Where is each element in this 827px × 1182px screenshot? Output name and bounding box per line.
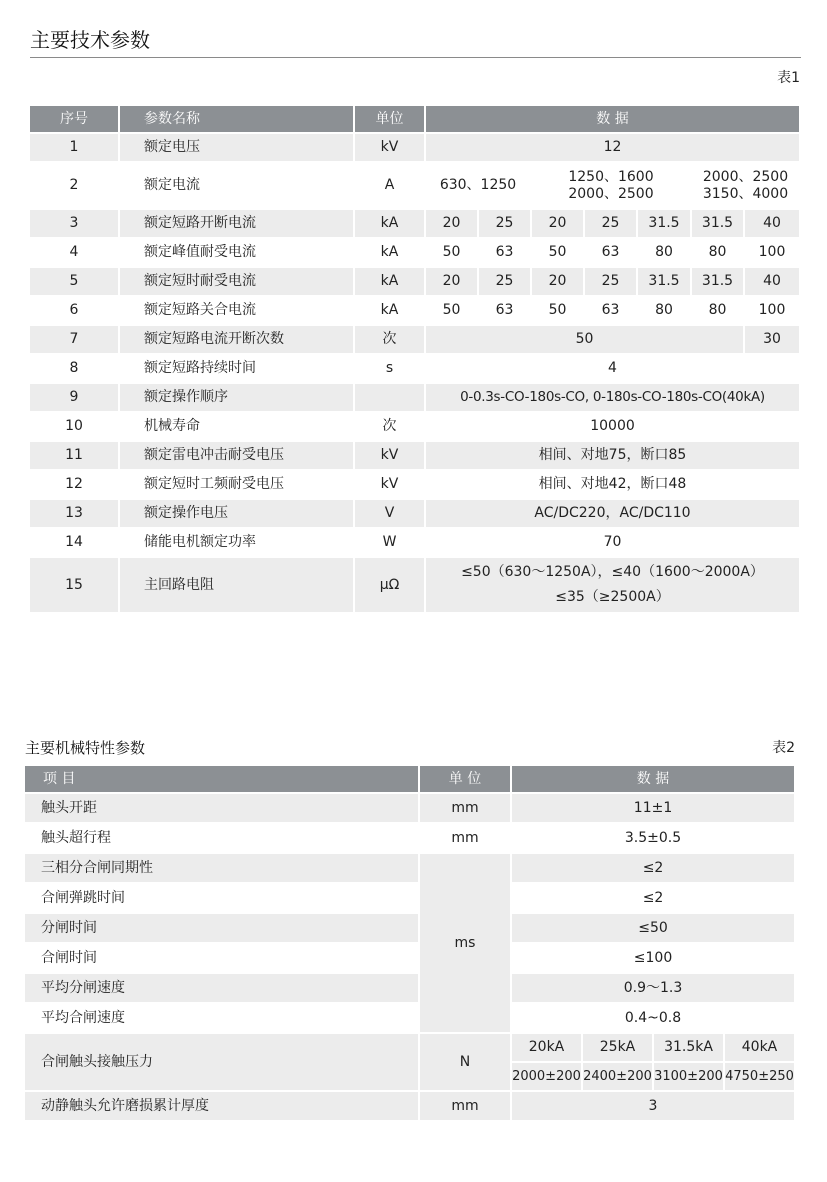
header-item: 项 目	[25, 766, 420, 794]
row-no: 6	[30, 297, 120, 326]
param-value: 31.5	[638, 268, 692, 297]
current-group-3-line-2: 3150、4000	[702, 185, 789, 202]
param-value: 63	[585, 297, 638, 326]
param-value: 20	[532, 210, 585, 239]
table-row	[30, 297, 801, 326]
table-row	[30, 558, 801, 614]
table-row	[25, 914, 796, 944]
table-row	[30, 210, 801, 239]
param-value: 31.5	[638, 210, 692, 239]
table-tag-2: 表2	[772, 740, 795, 756]
table-row	[30, 500, 801, 529]
param-unit: kV	[355, 471, 426, 500]
row-no: 7	[30, 326, 120, 355]
row-no: 11	[30, 442, 120, 471]
current-group-3	[692, 163, 801, 210]
pressure-value: 4750±250	[725, 1063, 796, 1092]
resistance-line-2: ≤35（≥2500A）	[555, 589, 670, 605]
table-row	[30, 268, 801, 297]
row-no: 15	[30, 558, 120, 614]
param-name: 额定雷电冲击耐受电压	[120, 442, 355, 471]
row-no: 9	[30, 384, 120, 413]
mech-param-unit: ms	[420, 854, 512, 1034]
mech-param-name: 合闸弹跳时间	[25, 884, 420, 914]
row-no: 8	[30, 355, 120, 384]
section-title-mech-params: 主要机械特性参数	[25, 739, 146, 757]
param-unit: 次	[355, 413, 426, 442]
mech-param-value: 3.5±0.5	[512, 824, 796, 854]
param-value: 40	[745, 268, 801, 297]
mech-param-value: ≤50	[512, 914, 796, 944]
header-data: 数 据	[426, 106, 801, 134]
param-unit: kA	[355, 297, 426, 326]
param-value: 80	[692, 239, 745, 268]
table-row	[30, 384, 801, 413]
current-group-2-line-2: 2000、2500	[568, 185, 654, 202]
section-title-main-tech-params: 主要技术参数	[30, 28, 150, 52]
param-unit: kA	[355, 268, 426, 297]
mech-param-name: 合闸时间	[25, 944, 420, 974]
param-unit: 次	[355, 326, 426, 355]
param-value: 100	[745, 239, 801, 268]
param-value: 12	[426, 134, 801, 163]
mech-param-name: 三相分合闸同期性	[25, 854, 420, 884]
mech-param-name: 合闸触头接触压力	[25, 1034, 420, 1092]
row-no: 13	[30, 500, 120, 529]
current-group-2	[532, 163, 692, 210]
row-no: 4	[30, 239, 120, 268]
table-tag-1: 表1	[777, 70, 800, 86]
mech-param-name: 平均合闸速度	[25, 1004, 420, 1034]
param-name: 额定操作电压	[120, 500, 355, 529]
param-value: 25	[585, 210, 638, 239]
table-row	[25, 974, 796, 1004]
table-row	[30, 442, 801, 471]
current-group-1: 630、1250	[426, 163, 532, 210]
param-value: 20	[532, 268, 585, 297]
param-unit	[355, 384, 426, 413]
table-row	[30, 529, 801, 558]
param-value: 70	[426, 529, 801, 558]
param-value: 10000	[426, 413, 801, 442]
param-name: 主回路电阻	[120, 558, 355, 614]
table-row	[25, 1034, 796, 1063]
table-header-row	[25, 766, 796, 794]
param-value: 40	[745, 210, 801, 239]
param-value: 63	[585, 239, 638, 268]
param-unit: V	[355, 500, 426, 529]
param-value: 30	[745, 326, 801, 355]
param-value: AC/DC220，AC/DC110	[426, 500, 801, 529]
param-name: 额定短路持续时间	[120, 355, 355, 384]
mech-param-value: ≤2	[512, 884, 796, 914]
pressure-level: 40kA	[725, 1034, 796, 1063]
param-value: 50	[426, 297, 479, 326]
pressure-value: 2000±200	[512, 1063, 583, 1092]
header-unit: 单 位	[420, 766, 512, 794]
param-name: 额定短时工频耐受电压	[120, 471, 355, 500]
table-row	[30, 413, 801, 442]
param-value: 80	[638, 297, 692, 326]
table-row	[30, 326, 801, 355]
param-name: 额定短路关合电流	[120, 297, 355, 326]
param-value: 63	[479, 239, 532, 268]
table-row	[25, 1004, 796, 1034]
mech-param-value: ≤100	[512, 944, 796, 974]
param-unit: kV	[355, 134, 426, 163]
table-row	[30, 163, 801, 210]
pressure-level: 31.5kA	[654, 1034, 725, 1063]
param-name: 额定短路电流开断次数	[120, 326, 355, 355]
param-unit: A	[355, 163, 426, 210]
param-value: 50	[532, 239, 585, 268]
param-value: 100	[745, 297, 801, 326]
mech-param-name: 平均分闸速度	[25, 974, 420, 1004]
mech-param-value: 0.9～1.3	[512, 974, 796, 1004]
row-no: 2	[30, 163, 120, 210]
param-name: 储能电机额定功率	[120, 529, 355, 558]
mech-param-name: 触头超行程	[25, 824, 420, 854]
current-group-2-line-1: 1250、1600	[568, 168, 654, 185]
table-row	[25, 944, 796, 974]
pressure-level: 25kA	[583, 1034, 654, 1063]
mech-param-value: 3	[512, 1092, 796, 1122]
table-row	[25, 1092, 796, 1122]
param-value: 25	[479, 210, 532, 239]
tech-params-table	[30, 106, 801, 614]
param-unit: μΩ	[355, 558, 426, 614]
current-group-3-line-1: 2000、2500	[702, 168, 789, 185]
param-name: 额定电压	[120, 134, 355, 163]
param-unit: kV	[355, 442, 426, 471]
param-unit: kA	[355, 239, 426, 268]
param-value: 相间、对地75，断口85	[426, 442, 801, 471]
table-row	[25, 854, 796, 884]
table-row	[30, 239, 801, 268]
mech-params-table	[25, 766, 796, 1122]
param-unit: W	[355, 529, 426, 558]
param-value: 50	[426, 239, 479, 268]
mech-param-value: 11±1	[512, 794, 796, 824]
mech-param-value: ≤2	[512, 854, 796, 884]
param-name: 额定电流	[120, 163, 355, 210]
mech-param-name: 动静触头允许磨损累计厚度	[25, 1092, 420, 1122]
header-param-name: 参数名称	[120, 106, 355, 134]
param-value: 80	[692, 297, 745, 326]
row-no: 10	[30, 413, 120, 442]
resistance-line-1: ≤50（630～1250A），≤40（1600～2000A）	[461, 564, 764, 580]
param-value: 0-0.3s-CO-180s-CO, 0-180s-CO-180s-CO(40kA)	[426, 384, 801, 413]
mech-param-name: 触头开距	[25, 794, 420, 824]
header-data: 数 据	[512, 766, 796, 794]
mech-param-value: 0.4~0.8	[512, 1004, 796, 1034]
header-no: 序号	[30, 106, 120, 134]
param-value	[426, 558, 801, 614]
table-row	[25, 884, 796, 914]
param-value: 4	[426, 355, 801, 384]
param-value: 50	[532, 297, 585, 326]
row-no: 5	[30, 268, 120, 297]
param-value: 31.5	[692, 210, 745, 239]
param-name: 额定短路开断电流	[120, 210, 355, 239]
mech-param-unit: mm	[420, 1092, 512, 1122]
row-no: 12	[30, 471, 120, 500]
row-no: 3	[30, 210, 120, 239]
param-unit: s	[355, 355, 426, 384]
table-row	[25, 824, 796, 854]
param-value: 31.5	[692, 268, 745, 297]
param-name: 额定操作顺序	[120, 384, 355, 413]
table-header-row	[30, 106, 801, 134]
mech-param-unit: N	[420, 1034, 512, 1092]
param-value: 50	[426, 326, 745, 355]
param-value: 20	[426, 268, 479, 297]
header-unit: 单位	[355, 106, 426, 134]
param-name: 机械寿命	[120, 413, 355, 442]
param-value: 25	[479, 268, 532, 297]
row-no: 14	[30, 529, 120, 558]
param-value: 25	[585, 268, 638, 297]
param-value: 20	[426, 210, 479, 239]
param-name: 额定短时耐受电流	[120, 268, 355, 297]
param-value: 80	[638, 239, 692, 268]
mech-param-unit: mm	[420, 794, 512, 824]
param-value: 63	[479, 297, 532, 326]
param-unit: kA	[355, 210, 426, 239]
pressure-level: 20kA	[512, 1034, 583, 1063]
table-row	[30, 134, 801, 163]
table-row	[30, 355, 801, 384]
mech-param-unit: mm	[420, 824, 512, 854]
mech-param-name: 分闸时间	[25, 914, 420, 944]
table-row	[30, 471, 801, 500]
pressure-value: 2400±200	[583, 1063, 654, 1092]
param-name: 额定峰值耐受电流	[120, 239, 355, 268]
table-row	[25, 794, 796, 824]
param-value: 相间、对地42，断口48	[426, 471, 801, 500]
pressure-value: 3100±200	[654, 1063, 725, 1092]
title-divider	[30, 57, 801, 58]
row-no: 1	[30, 134, 120, 163]
